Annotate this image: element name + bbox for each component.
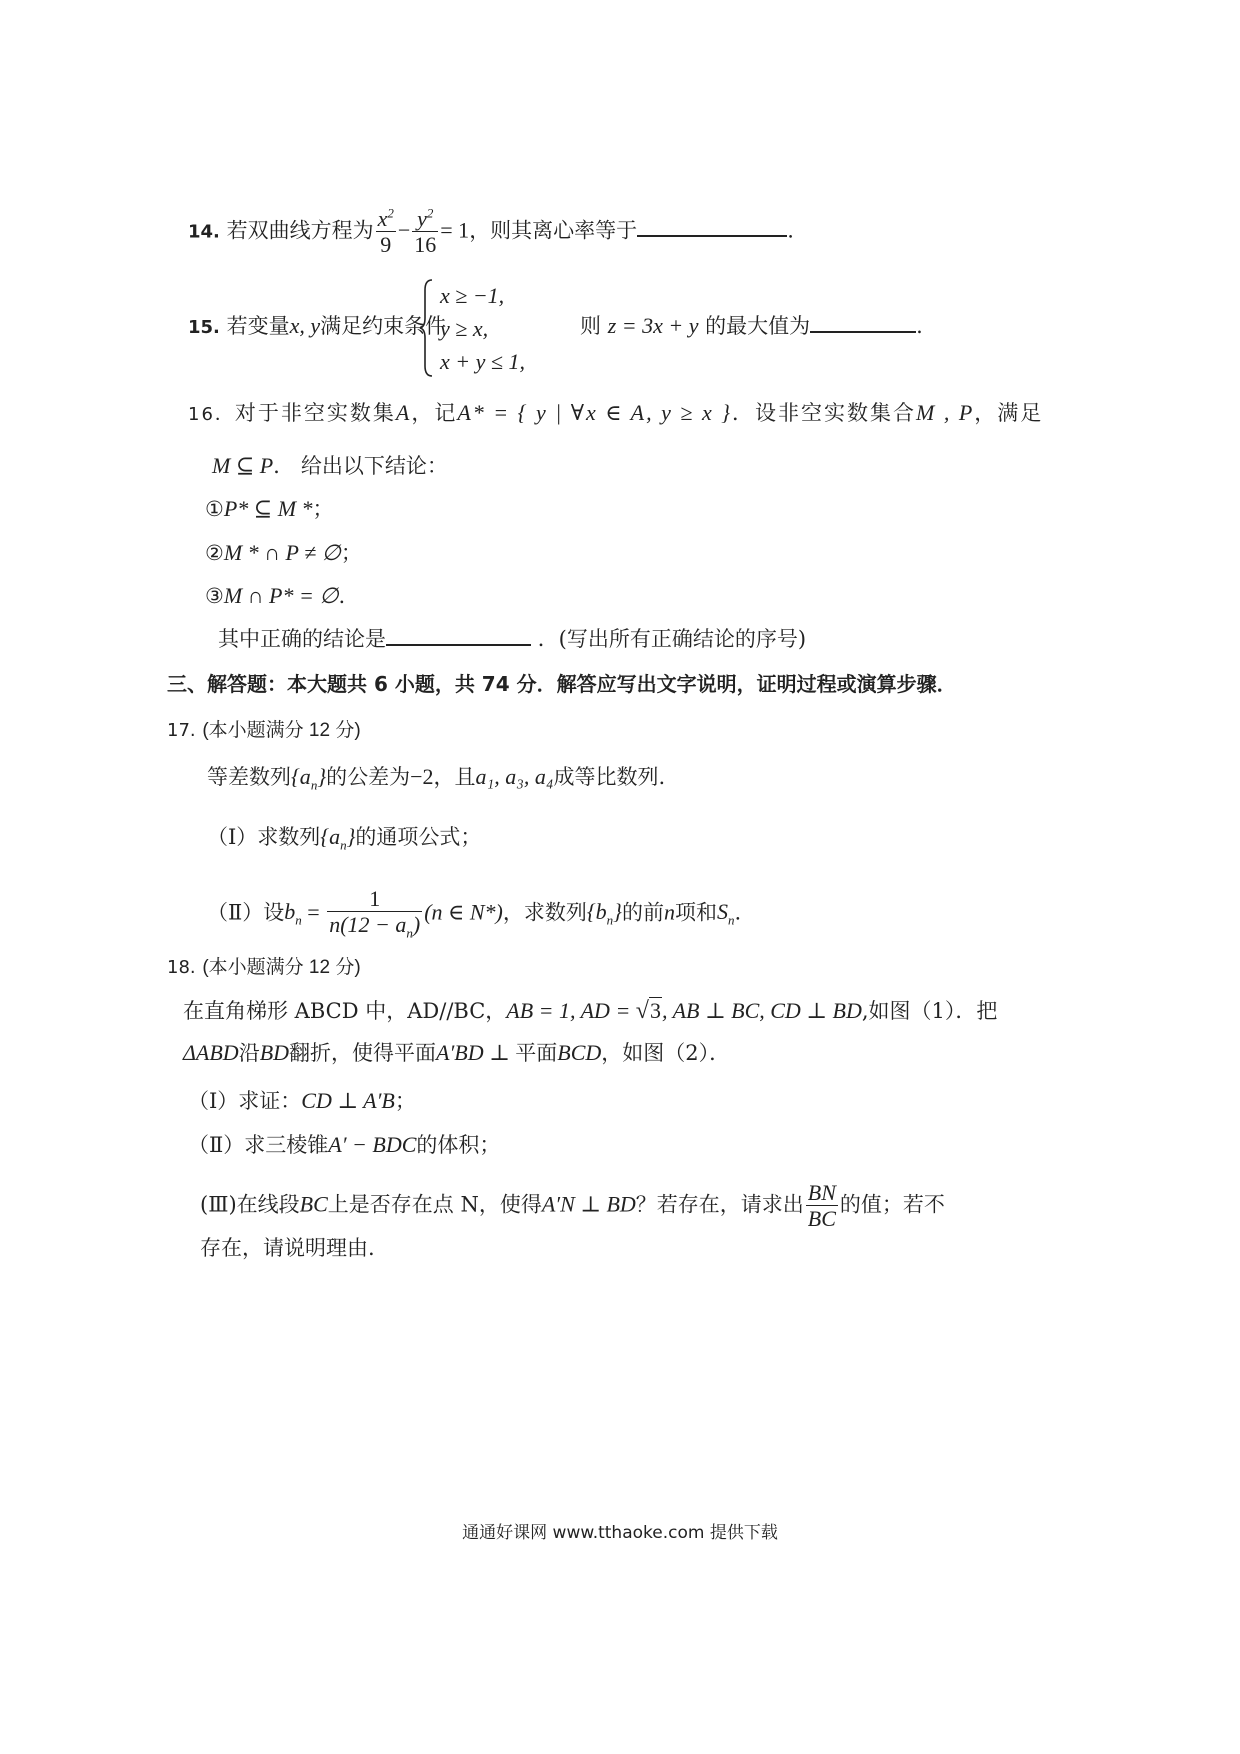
constraint-3: x + y ≤ 1, [440, 349, 525, 374]
q18-part-3: (Ⅲ)在线段BC上是否存在点 N，使得A′N ⊥ BD？若存在，请求出 $\frac{BN}{BC}$ 的值；若不 [200, 1180, 945, 1232]
objective-expression: z = 3x + y [607, 313, 699, 338]
score-note: (本小题满分 12 分) [202, 957, 361, 978]
conclusion-1: ①P* ⊆ M *； [205, 496, 334, 521]
question-18-header [167, 954, 361, 980]
left-brace-icon [418, 278, 434, 378]
question-14: 14. 若双曲线方程为 $\frac{x^2}{9}$ − $\frac{y^2}{16}$ = 1，则其离心率等于 . [188, 205, 794, 258]
score-note: (本小题满分 12 分) [202, 720, 361, 741]
question-15: 15. 若变量x, y满足约束条件 [188, 313, 447, 338]
q18-part-1: （Ⅰ）求证：CD ⊥ A′B； [188, 1088, 416, 1113]
constraint-2: y ≥ x, [440, 316, 489, 341]
section-heading: 三、解答题：本大题共 6 小题，共 74 分．解答应写出文字说明，证明过程或演算步骤． [167, 672, 957, 696]
sqrt-symbol: √ [635, 998, 649, 1024]
answer-blank[interactable] [810, 315, 916, 333]
q17-statement: 等差数列$\{a_n\}$的公差为−2，且a₁, a₃, a₄成等比数列. [207, 764, 666, 793]
q15-objective: 则 z = 3x + y 的最大值为 . [580, 313, 923, 338]
q14-text-b: ，则其离心率等于 [469, 218, 638, 243]
q18-statement-line-2: ΔABD沿BD翻折，使得平面A′BD ⊥ 平面BCD，如图（2）． [183, 1040, 731, 1065]
question-number: 16． [188, 404, 235, 425]
question-number: 17. [167, 720, 196, 741]
fraction-x2-9: $\frac{x^2}{9}$ [377, 205, 394, 258]
q16-answer-line: 其中正确的结论是 ．(写出所有正确结论的序号) [218, 627, 807, 651]
constraint-1: x ≥ −1, [440, 283, 505, 308]
question-number: 18. [167, 957, 196, 978]
q16-condition: M ⊆ P． 给出以下结论： [212, 453, 448, 478]
question-16: 16．对于非空实数集A，记A* = { y | ∀x ∈ A, y ≥ x }．设非空实数集合M , P，满足 [188, 400, 1044, 425]
q17-part-1: （Ⅰ）求数列$\{a_n\}$的通项公式； [207, 824, 482, 853]
q14-text-a: 若双曲线方程为 [226, 218, 374, 243]
fraction-bn: $\frac{1}{n(12 - a_n)}$ [329, 886, 421, 941]
q18-statement-line-1: 在直角梯形 ABCD 中，AD//BC，AB = 1, AD = √3, AB ⊥ BC, CD ⊥ BD,如图（1）．把 [183, 998, 998, 1024]
question-number: 14. [188, 221, 220, 243]
question-number: 15. [188, 317, 220, 338]
q17-part-2: （Ⅱ）设$b_n$ = $\frac{1}{n(12 - a_n)}$ (n ∈ N*)，求数列$\{b_n\}$的前n项和$S_n$. [207, 886, 742, 941]
conclusion-2: ②M * ∩ P ≠ ∅； [205, 540, 362, 565]
question-17-header [167, 717, 361, 743]
answer-blank[interactable] [386, 628, 531, 646]
page-footer: 通通好课网 www.tthaoke.com 提供下载 [462, 1523, 778, 1543]
answer-blank[interactable] [637, 219, 787, 237]
q18-part-3-cont: 存在，请说明理由. [200, 1236, 375, 1260]
conclusion-3: ③M ∩ P* = ∅. [205, 583, 346, 608]
q18-part-2: （Ⅱ）求三棱锥A′ − BDC的体积； [188, 1132, 501, 1157]
equation-rhs: = 1 [440, 217, 470, 243]
star-set-definition: A* = { y | ∀x ∈ A, y ≥ x } [457, 400, 733, 425]
geometric-terms: a₁, a₃, a₄ [475, 764, 554, 789]
fraction-bn-bc: $\frac{BN}{BC}$ [807, 1180, 836, 1232]
fraction-y2-16: $\frac{y^2}{16}$ [414, 205, 437, 258]
